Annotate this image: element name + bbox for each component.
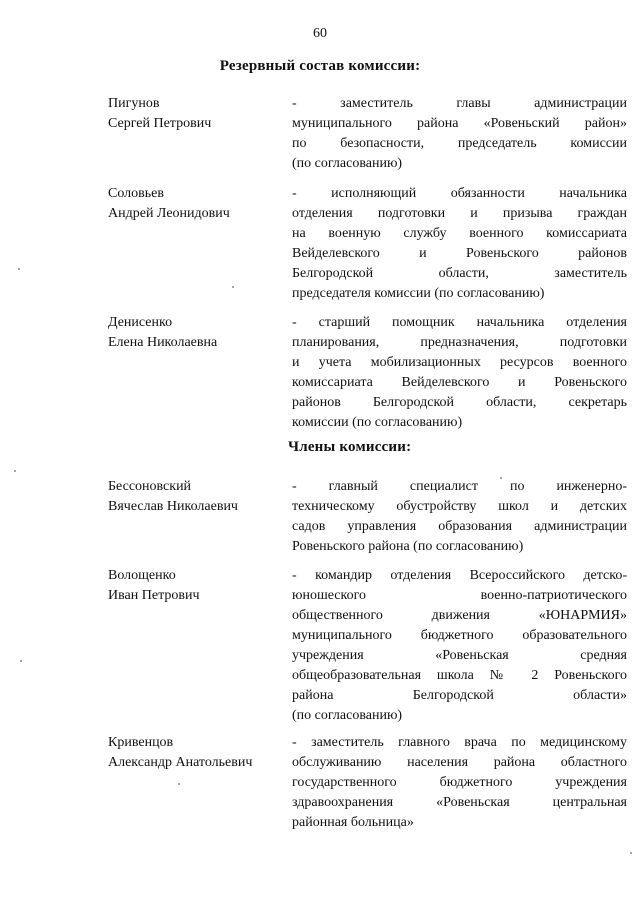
role-line: общеобразовательная школа № 2 Ровеньского (292, 668, 627, 683)
role-line: техническому обустройству школ и детских (292, 499, 627, 514)
member-given-names: Елена Николаевна (108, 335, 218, 350)
member-role (292, 313, 627, 433)
member-role (292, 477, 627, 557)
role-line: муниципального района «Ровеньский район» (292, 116, 627, 131)
member-name (108, 313, 288, 353)
role-line: Белгородской области, заместитель (292, 266, 627, 281)
role-line: планирования, предназначения, подготовки (292, 335, 627, 350)
member-role (292, 733, 627, 833)
member-role (292, 94, 627, 174)
scan-speck (14, 470, 16, 472)
member-name (108, 477, 288, 517)
members-section-title: Члены комиссии: (288, 439, 412, 455)
role-line: садов управления образования администрации (292, 519, 627, 534)
member-surname: Кривенцов (108, 735, 174, 750)
role-line: (по согласованию) (292, 156, 403, 171)
role-line: обслуживанию населения района областного (292, 755, 627, 770)
member-name (108, 566, 288, 606)
member-surname: Пигунов (108, 96, 160, 111)
role-line: (по согласованию) (292, 708, 403, 723)
role-line: председателя комиссии (по согласованию) (292, 286, 545, 301)
role-line: по безопасности, председатель комиссии (292, 136, 627, 151)
role-line: Ровеньского района (по согласованию) (292, 539, 524, 554)
member-surname: Денисенко (108, 315, 173, 330)
role-line: отделения подготовки и призыва граждан (292, 206, 627, 221)
role-line: - главный специалист по инженерно- (292, 479, 627, 494)
role-line: района Белгородской области» (292, 688, 627, 703)
member-role (292, 184, 627, 304)
scan-speck (20, 660, 22, 662)
role-line: - заместитель главного врача по медицинскому (292, 735, 627, 750)
member-name (108, 733, 288, 773)
page-number: 60 (313, 26, 327, 41)
role-line: - командир отделения Всероссийского детско- (292, 568, 627, 583)
role-line: на военную службу военного комиссариата (292, 226, 627, 241)
role-line: муниципального бюджетного образовательного (292, 628, 627, 643)
role-line: комиссариата Вейделевского и Ровеньского (292, 375, 627, 390)
role-line: здравоохранения «Ровеньская центральная (292, 795, 627, 810)
member-given-names: Иван Петрович (108, 588, 200, 603)
member-surname: Соловьев (108, 186, 164, 201)
member-given-names: Александр Анатольевич (108, 755, 253, 770)
member-given-names: Сергей Петрович (108, 116, 212, 131)
scan-speck (18, 268, 20, 270)
member-name (108, 184, 288, 224)
member-given-names: Андрей Леонидович (108, 206, 230, 221)
role-line: государственного бюджетного учреждения (292, 775, 627, 790)
member-surname: Бессоновский (108, 479, 192, 494)
role-line: Вейделевского и Ровеньского районов (292, 246, 627, 261)
role-line: общественного движения «ЮНАРМИЯ» (292, 608, 627, 623)
scan-speck (178, 783, 180, 785)
role-line: - старший помощник начальника отделения (292, 315, 627, 330)
member-given-names: Вячеслав Николаевич (108, 499, 238, 514)
scan-speck (630, 852, 632, 854)
role-line: учреждения «Ровеньская средняя (292, 648, 627, 663)
role-line: комиссии (по согласованию) (292, 415, 463, 430)
role-line: - исполняющий обязанности начальника (292, 186, 627, 201)
member-surname: Волощенко (108, 568, 176, 583)
scan-speck (500, 477, 502, 479)
role-line: районов Белгородской области, секретарь (292, 395, 627, 410)
role-line: и учета мобилизационных ресурсов военного (292, 355, 627, 370)
reserve-section-title: Резервный состав комиссии: (219, 58, 421, 74)
role-line: - заместитель главы администрации (292, 96, 627, 111)
scan-speck (232, 286, 234, 288)
role-line: районная больница» (292, 815, 414, 830)
role-line: юношеского военно-патриотического (292, 588, 627, 603)
member-name (108, 94, 288, 134)
member-role (292, 566, 627, 726)
